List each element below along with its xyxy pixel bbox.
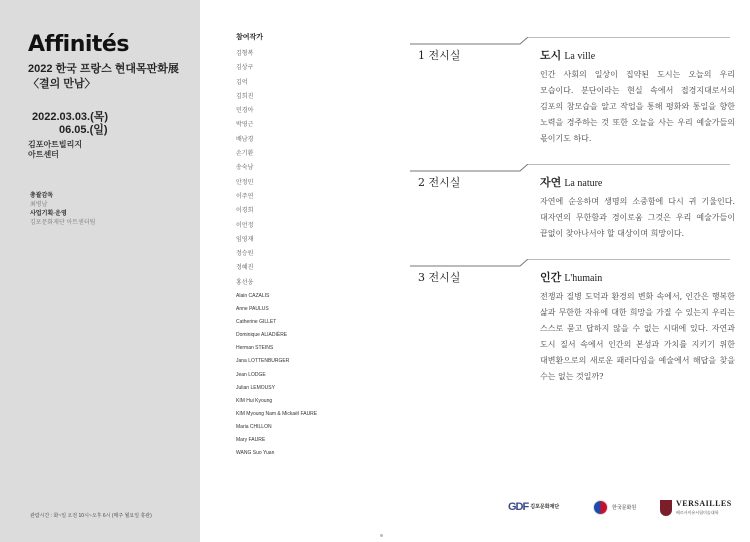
versailles-subtitle: 베르사이유시립미술대학: [676, 510, 719, 515]
room-title: [540, 174, 602, 190]
artist-name: Alain CAZALIS: [236, 293, 270, 299]
korean-artist-list: [236, 47, 253, 290]
kcc-name: 한국문화원: [612, 504, 637, 511]
artist-name: 홍선웅: [236, 279, 254, 286]
artists-panel: [200, 0, 400, 542]
credit-value: 최병남: [30, 202, 48, 208]
gdf-name: 김포문화재단: [530, 504, 560, 510]
artist-name: Maria CHILLON: [236, 423, 272, 430]
artist-name: Mary FAURE: [236, 437, 266, 444]
credit-label: 총괄감독: [30, 193, 54, 199]
room-label: 2 전시실: [418, 176, 461, 189]
artist-name: KIM Myoung Nam & Mickaël FAURE: [236, 410, 318, 417]
artist-name: 배남경: [236, 136, 254, 143]
artist-name: 김상구: [236, 65, 254, 72]
room-title: [540, 47, 595, 63]
artist-name: 정승원: [236, 251, 254, 258]
exhibition-logo: Affinités: [28, 32, 129, 57]
room-title-fr: La nature: [564, 178, 603, 189]
room-title-fr: La ville: [564, 51, 596, 62]
rooms-panel: [400, 0, 750, 542]
kcc-emblem-icon: [593, 500, 608, 515]
artist-name: 임영재: [236, 236, 254, 243]
sponsor-logos: [508, 496, 743, 522]
venue-line-2: 아트센터: [28, 150, 59, 159]
artist-name: Herman STEINS: [236, 345, 274, 352]
artist-name: Jean LODGE: [236, 371, 266, 378]
room-label: 3 전시실: [418, 271, 461, 284]
artist-name: Jana LOTTENBURGER: [236, 358, 290, 365]
room-title-ko: 인간: [540, 271, 562, 284]
artist-name: 이주연: [236, 193, 254, 200]
artist-name: 정혜진: [236, 265, 254, 272]
artist-name: 민경아: [236, 108, 254, 115]
exhibition-title: [28, 62, 179, 92]
foreign-artist-list: [236, 290, 317, 460]
fold-mark: [380, 534, 383, 537]
section-divider: [410, 164, 730, 172]
credits: [30, 192, 95, 228]
room-label: 1 전시실: [418, 49, 461, 62]
artist-name: 김희진: [236, 93, 254, 100]
exhibition-dates: [32, 111, 108, 137]
artist-name: 김형복: [236, 51, 254, 57]
artist-name: 박영근: [236, 122, 254, 129]
artist-name: Anne PAULUS: [236, 306, 269, 313]
versailles-crest-icon: [660, 500, 672, 516]
artist-name: 손기환: [236, 151, 254, 158]
artist-name: WANG Suo Yuan: [236, 450, 275, 457]
artist-name: 이경희: [236, 208, 254, 215]
artist-name: 김억: [236, 79, 248, 86]
credit-label: 사업기획·운영: [30, 211, 67, 217]
room-description: 전쟁과 질병 도덕과 환경의 변화 속에서, 인간은 행복한 삶과 무한한 자유에 대한 희망을 가질 수 있는지 우리는 스스로 묻고 답하지 않을 수 없는 시대에 있다. 자연과 도시 질서 속에서 인간의 본성과 가치를 지키기 위한 대변환으로의 새로운 패러다임을 예술에서 해답을 찾을 수는 없는 것일까?: [540, 292, 735, 381]
artist-name: Dominique ALIADIÈRE: [236, 332, 288, 339]
room-title-ko: 자연: [540, 176, 562, 189]
title-line-1: 2022 한국 프랑스 현대목판화展: [28, 63, 179, 75]
artists-heading: 참여작가: [236, 34, 264, 41]
artist-name: KIM Hui Kyoung: [236, 397, 273, 404]
gdf-mark: GDF: [508, 501, 529, 513]
room-title-fr: L'humain: [564, 273, 603, 284]
room-title-ko: 도시: [540, 49, 562, 62]
artist-name: 이언정: [236, 222, 254, 229]
versailles-name: [676, 499, 732, 517]
cover-panel: [0, 0, 200, 542]
room-title: [540, 269, 602, 285]
artist-name: Julian LEMOUSY: [236, 384, 275, 391]
section-divider: [410, 259, 730, 267]
kcc-logo: [593, 500, 636, 515]
section-divider: [410, 37, 730, 45]
room-description: 인간 사회의 일상이 집약된 도시는 오늘의 우리 모습이다. 분단이라는 현실 속에서 접경지대로서의 김포의 참모습을 알고 작업을 통해 평화와 통일을 향한 노력을 경주하는 것 또한 오늘을 사는 우리 예술가들의 몫이기도 하다.: [540, 70, 735, 143]
versailles-logo: [660, 499, 732, 517]
date-start: 2022.03.03.(목): [32, 111, 109, 123]
title-line-2: 〈결의 만남〉: [28, 78, 96, 90]
room-description: 자연에 순응하며 생명의 소중함에 다시 귀 기울인다. 대자연의 무한함과 경이로움 그것은 우리 예술가들이 끝없이 찾아나서야 할 대상이며 희망이다.: [540, 197, 735, 238]
gdf-logo: [508, 501, 559, 513]
artist-name: Catherine GILLET: [236, 319, 277, 326]
credit-value: 김포문화재단 아트센터팀: [30, 220, 96, 226]
venue-line-1: 김포아트빌리지: [28, 140, 83, 149]
venue: [28, 140, 82, 160]
artist-name: 송숙남: [236, 165, 254, 172]
versailles-title: VERSAILLES: [676, 499, 732, 508]
artist-name: 안정민: [236, 179, 254, 186]
date-end: 06.05.(일): [59, 124, 108, 136]
opening-hours: 관람시간 : 화~일 오전 10시~오후 6시 (매주 월요일 휴관): [30, 513, 152, 519]
